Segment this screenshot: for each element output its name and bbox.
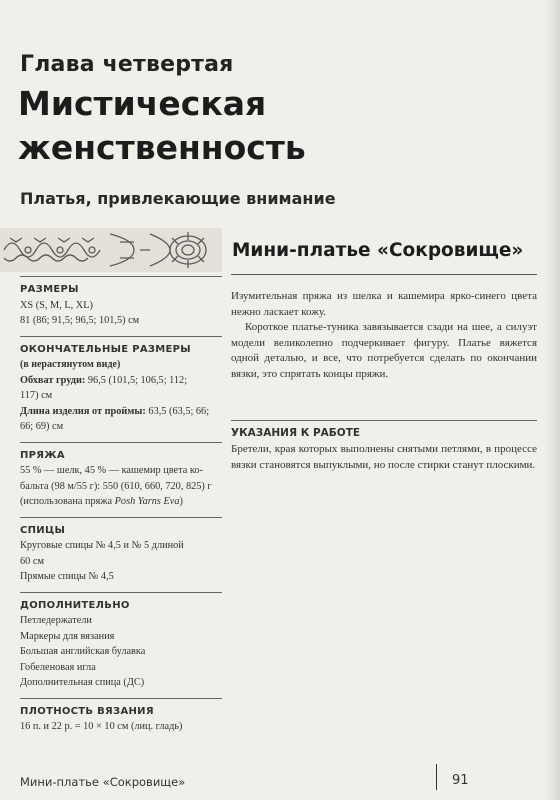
sizes-cm-line: 81 (86; 91,5; 96,5; 101,5) см <box>20 315 140 326</box>
extra-item: Петледержатели <box>20 615 92 626</box>
chest-line <box>20 373 222 389</box>
sizes-heading: РАЗМЕРЫ <box>20 276 222 298</box>
length-label: Длина изделия от проймы: <box>20 405 146 417</box>
needles-line-3: Прямые спицы № 4,5 <box>20 571 114 582</box>
chest-label: Обхват груди: <box>20 374 86 386</box>
chapter-title-line-2: женственность <box>18 128 306 167</box>
intro-paragraph-2: Короткое платье-туника завязывается сзади на шее, а силуэт модели великолепно подчеркивает фигуру. Платье вяжется одной деталью, и все, что потребуется сделать по окончании вязки, это спрятать концы пряжи. <box>231 321 537 380</box>
page-number: 91 <box>452 773 469 788</box>
final-sizes-note: (в нерастянутом виде) <box>20 359 121 370</box>
chapter-label: Глава четвертая <box>20 52 234 77</box>
length-value-cont: 66; 69) см <box>20 421 64 432</box>
yarn-used-prefix: (использована пряжа <box>20 496 115 507</box>
yarn-line-3 <box>20 494 222 510</box>
chapter-subtitle: Платья, привлекающие внимание <box>20 189 336 208</box>
final-sizes-heading: ОКОНЧАТЕЛЬНЫЕ РАЗМЕРЫ <box>20 336 222 358</box>
yarn-line-1: 55 % — шелк, 45 % — кашемир цвета ко- <box>20 465 203 476</box>
length-line <box>20 404 222 420</box>
extra-item: Дополнительная спица (ДС) <box>20 677 145 688</box>
specs-column <box>20 276 222 735</box>
chest-value: 96,5 (101,5; 106,5; 112; <box>87 374 188 386</box>
extra-item: Гобеленовая игла <box>20 661 96 673</box>
instructions-text: Бретели, края которых выполнены снятыми петлями, в процессе вязки становятся выпуклыми, но после стирки станут плоскими. <box>231 443 537 471</box>
chest-value-cont: 117) см <box>20 390 53 401</box>
yarn-heading: ПРЯЖА <box>20 442 222 464</box>
gauge-line: 16 п. и 22 р. = 10 × 10 см (лиц. гладь) <box>20 721 183 732</box>
footer-separator <box>436 764 437 790</box>
needles-line-2: 60 см <box>20 555 44 567</box>
intro-text <box>231 289 537 382</box>
yarn-brand: Posh Yarns Eva <box>114 496 180 507</box>
chapter-title <box>18 82 438 170</box>
ornament-banner <box>0 228 222 272</box>
pattern-title-rule <box>231 274 537 275</box>
extra-item: Маркеры для вязания <box>20 630 115 642</box>
extra-item: Большая английская булавка <box>20 646 146 657</box>
needles-heading: СПИЦЫ <box>20 517 222 539</box>
chapter-title-line-1: Мистическая <box>18 84 267 123</box>
pattern-title: Мини-платье «Сокровище» <box>232 240 524 261</box>
yarn-line-2: бальта (98 м/55 г): 550 (610, 660, 720, 825) г <box>20 480 212 492</box>
yarn-used-suffix: ) <box>179 496 183 507</box>
sizes-line: XS (S, M, L, XL) <box>20 299 93 311</box>
intro-paragraph-1: Изумительная пряжа из шелка и кашемира ярко-синего цвета нежно ласкает кожу. <box>231 290 537 318</box>
extra-heading: ДОПОЛНИТЕЛЬНО <box>20 592 222 614</box>
length-value: 63,5 (63,5; 66; <box>148 405 210 417</box>
instructions-heading: УКАЗАНИЯ К РАБОТЕ <box>231 420 537 439</box>
page-edge-shadow <box>546 0 560 800</box>
gauge-heading: ПЛОТНОСТЬ ВЯЗАНИЯ <box>20 698 222 720</box>
needles-line-1: Круговые спицы № 4,5 и № 5 длиной <box>20 540 184 551</box>
footer-running-title: Мини-платье «Сокровище» <box>20 775 186 789</box>
